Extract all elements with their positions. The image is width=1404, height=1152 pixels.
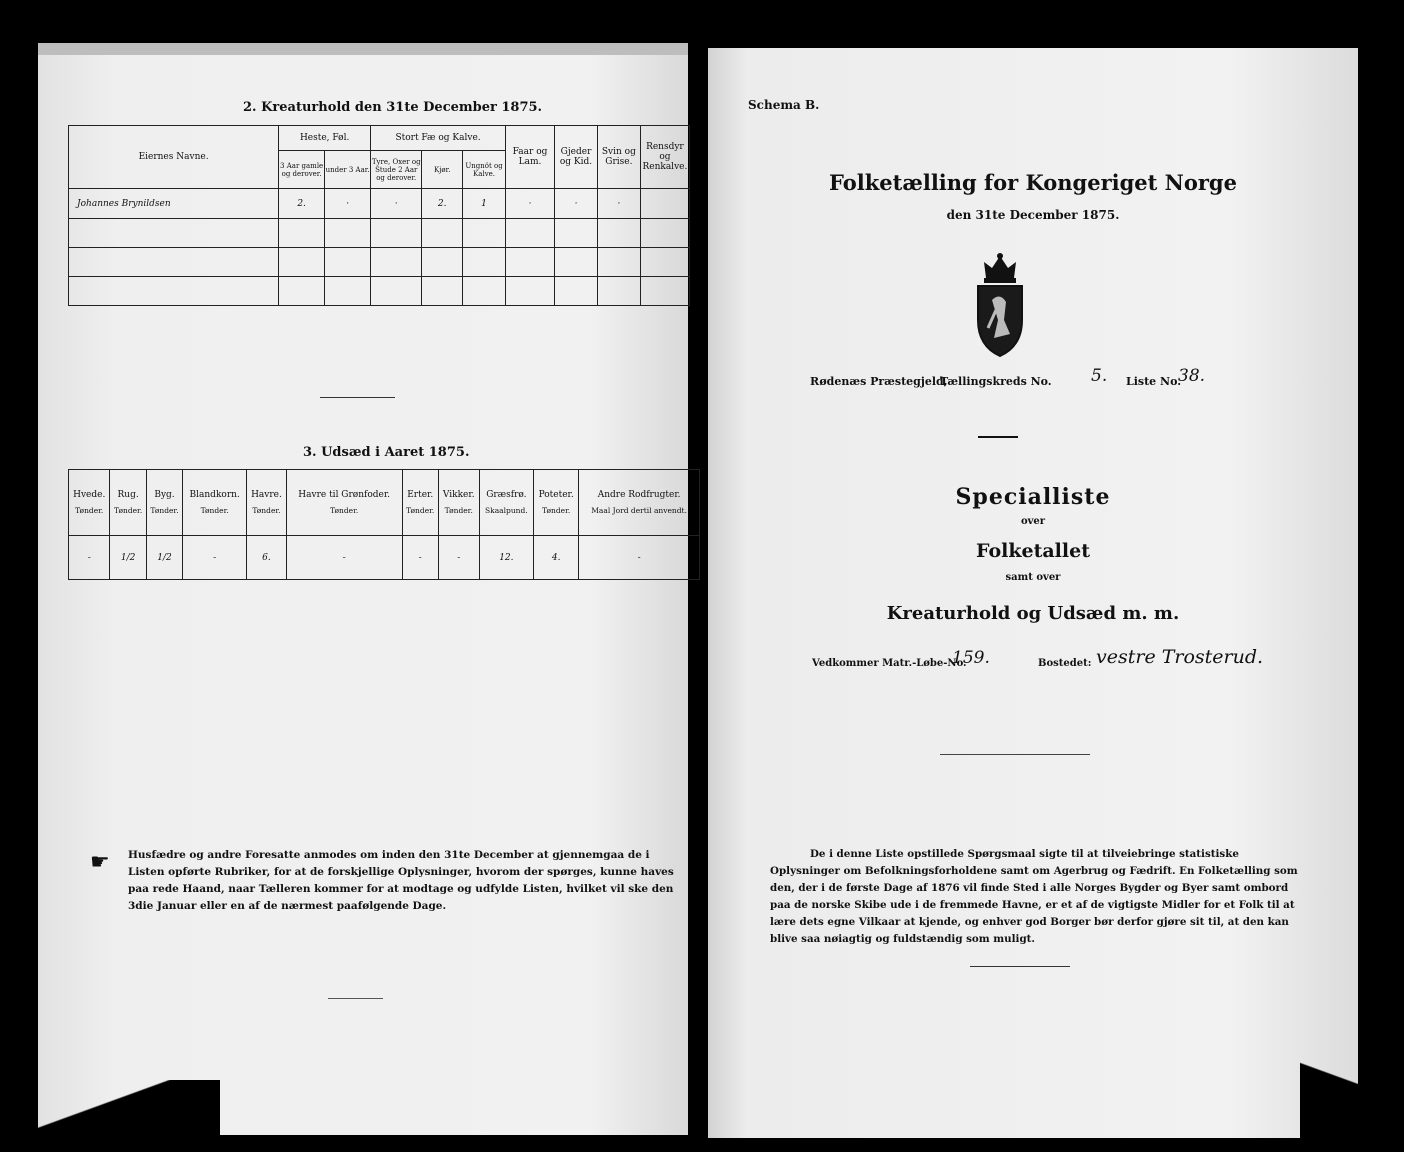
page-title: Folketælling for Kongeriget Norge (829, 170, 1237, 195)
cattle-a-value: · (371, 189, 422, 219)
seed-value: 12. (479, 536, 533, 580)
left-page (38, 55, 688, 1135)
col-cattle-b: Kjør. (422, 151, 463, 189)
corner-shadow (1300, 1040, 1404, 1152)
seed-value: - (183, 536, 247, 580)
seed-column-header (146, 470, 182, 536)
seed-column-name: Poteter. (538, 490, 574, 500)
section3-heading: 3. Udsæd i Aaret 1875. (303, 445, 470, 460)
table-row (69, 536, 700, 580)
col-sheep: Faar og Lam. (505, 126, 554, 189)
col-goats: Gjeder og Kid. (555, 126, 598, 189)
col-horses-b: under 3 Aar. (325, 151, 371, 189)
col-horses: Heste, Føl. (279, 126, 371, 151)
seed-column-unit: Tønder. (330, 506, 359, 515)
horses-b-value: · (325, 189, 371, 219)
seed-column-header (110, 470, 146, 536)
district-label: Tællingskreds No. (940, 375, 1052, 388)
bosted-label: Bostedet: (1038, 658, 1092, 669)
seed-column-unit: Tønder. (200, 506, 229, 515)
page-subtitle: den 31te December 1875. (946, 208, 1120, 222)
seed-column-unit: Tønder. (114, 506, 143, 515)
col-cattle-a: Tyre, Oxer og Stude 2 Aar og derover. (371, 151, 422, 189)
divider (978, 436, 1018, 438)
seed-column-header (69, 470, 110, 536)
owner-name: Johannes Brynildsen (69, 189, 279, 219)
col-pigs: Svin og Grise. (597, 126, 640, 189)
seed-column-unit: Tønder. (150, 506, 179, 515)
seed-column-unit: Tønder. (252, 506, 281, 515)
seed-column-unit: Tønder. (444, 506, 473, 515)
samt-over-label: samt over (1005, 572, 1061, 583)
kreaturhold-heading: Kreaturhold og Udsæd m. m. (886, 603, 1180, 624)
specialliste-heading: Specialliste (955, 484, 1111, 510)
seed-column-header (438, 470, 479, 536)
seed-value: 1/2 (146, 536, 182, 580)
seed-column-unit: Tønder. (542, 506, 571, 515)
seed-column-header (579, 470, 700, 536)
horses-a-value: 2. (279, 189, 325, 219)
seed-column-name: Andre Rodfrugter. (597, 490, 681, 500)
district-value: 5. (1091, 366, 1108, 386)
seed-column-name: Havre. (251, 490, 282, 500)
seed-value: - (402, 536, 438, 580)
goats-value: · (555, 189, 598, 219)
seed-column-header (402, 470, 438, 536)
divider (940, 754, 1090, 755)
seed-column-unit: Tønder. (406, 506, 435, 515)
seed-column-header (183, 470, 247, 536)
right-page (708, 48, 1358, 1138)
table-row (69, 248, 690, 277)
seed-column-name: Havre til Grønfoder. (298, 490, 391, 500)
seed-column-name: Græsfrø. (486, 490, 527, 500)
matr-value: 159. (952, 648, 990, 668)
section2-heading: 2. Kreaturhold den 31te December 1875. (243, 100, 543, 115)
seed-column-name: Vikker. (442, 490, 475, 500)
cattle-c-value: 1 (463, 189, 506, 219)
seed-column-header (534, 470, 579, 536)
seed-value: - (286, 536, 402, 580)
livestock-table (68, 125, 690, 306)
seed-column-header (286, 470, 402, 536)
divider (320, 397, 395, 398)
matr-label: Vedkommer Matr.-Løbe-No. (812, 658, 967, 669)
table-row (69, 189, 690, 219)
householder-notice: Husfædre og andre Foresatte anmodes om inden den 31te December at gjennemgaa de i Listen opførte Rubriker, for at de forskjellige Oplysninger, hvorom der spørges, kunne haves paa rede Haand, naar Tælleren kommer for at modtage og udfylde Listen, hvilket vil ske den 3die Januar eller en af de nærmest paafølgende Dage. (128, 849, 674, 912)
col-horses-a: 3 Aar gamle og derover. (279, 151, 325, 189)
seed-value: - (579, 536, 700, 580)
seed-value: - (438, 536, 479, 580)
seed-column-unit: Maal Jord dertil anvendt. (591, 506, 687, 515)
schema-label: Schema B. (748, 98, 820, 112)
col-owner: Eiernes Navne. (69, 126, 279, 189)
col-reindeer: Rensdyr og Renkalve. (640, 126, 689, 189)
over-label: over (1020, 516, 1046, 527)
seed-column-name: Erter. (407, 490, 434, 500)
seed-column-name: Rug. (117, 490, 139, 500)
sheep-value: · (505, 189, 554, 219)
seed-column-name: Byg. (154, 490, 175, 500)
divider (328, 998, 383, 999)
table-row (69, 277, 690, 306)
col-cattle-c: Ungnöt og Kalve. (463, 151, 506, 189)
seed-table (68, 469, 700, 580)
list-label: Liste No. (1126, 375, 1182, 388)
seed-value: - (69, 536, 110, 580)
pigs-value: · (597, 189, 640, 219)
corner-shadow (0, 1080, 220, 1152)
seed-value: 1/2 (110, 536, 146, 580)
folketallet-heading: Folketallet (976, 540, 1090, 562)
col-cattle: Stort Fæ og Kalve. (371, 126, 506, 151)
seed-column-name: Hvede. (73, 490, 106, 500)
pointing-hand-icon: ☛ (90, 850, 110, 875)
seed-column-unit: Skaalpund. (485, 506, 528, 515)
seed-column-header (479, 470, 533, 536)
bosted-value: vestre Trosterud. (1096, 646, 1264, 668)
table-row (69, 219, 690, 248)
seed-column-header (247, 470, 287, 536)
census-notice: De i denne Liste opstillede Spørgsmaal sigte til at tilveiebringe statistiske Oplysninger om Befolkningsforholdene samt om Agerbrug og Fædrift. En Folketælling som den, der i de første Dage af 1876 vil finde Sted i alle Norges Bygder og Byer samt ombord paa de norske Skibe ude i de fremmede Havne, er et af de vigtigste Midler for et Folk til at lære dets egne Vilkaar at kjende, og enhver god Borger bør derfor gjøre sit til, at den kan blive saa nøiagtig og fuldstændig som muligt. (770, 848, 1298, 945)
seed-value: 4. (534, 536, 579, 580)
cattle-b-value: 2. (422, 189, 463, 219)
seed-value: 6. (247, 536, 287, 580)
parish-label: Rødenæs Præstegjeld, (810, 375, 948, 388)
seed-column-name: Blandkorn. (189, 490, 240, 500)
coat-of-arms-icon (970, 250, 1030, 358)
seed-column-unit: Tønder. (75, 506, 104, 515)
reindeer-value (640, 189, 689, 219)
divider (970, 966, 1070, 967)
list-value: 38. (1178, 366, 1206, 386)
